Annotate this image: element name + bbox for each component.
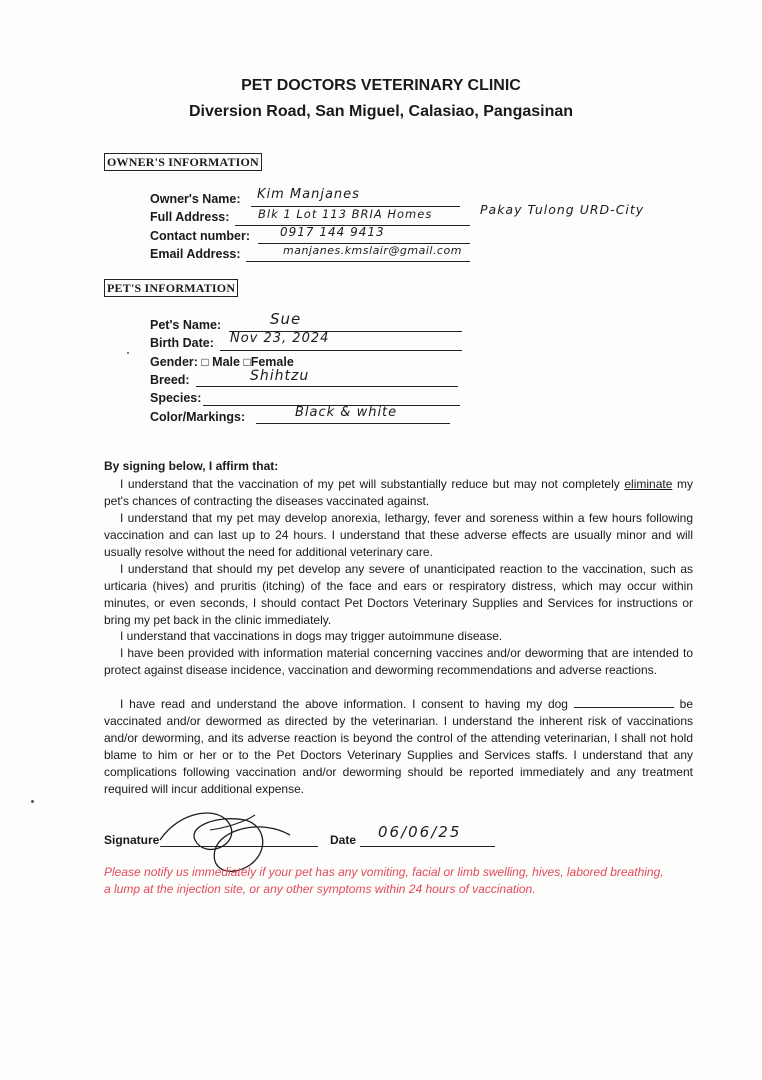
affirmation-paragraph-3 [104, 561, 693, 629]
paragraph-1-underlined: eliminate [624, 477, 673, 491]
scan-speck [31, 800, 34, 803]
birth-date-value: Nov 23, 2024 [230, 331, 330, 346]
full-address-value: Blk 1 Lot 113 BRIA Homes [258, 207, 433, 221]
contact-number-label: Contact number: [150, 229, 250, 243]
paragraph-5-text: I have been provided with information material concerning vaccines and/or deworming that are intended to protect against disease incidence, vaccination and deworming recommendations and adverse reactions. [104, 646, 693, 677]
email-address-label: Email Address: [150, 247, 241, 261]
paragraph-2-text: I understand that my pet may develop anorexia, lethargy, fever and soreness within a few hours following vaccination and can last up to 24 hours. I understand that these adverse effects are usually minor and will usually resolve without the need for additional veterinary care. [104, 511, 693, 559]
owner-name-label: Owner's Name: [150, 192, 241, 206]
paragraph-6-text: I have read and understand the above information. I consent to having my dog [120, 697, 568, 711]
paragraph-4-text: I understand that vaccinations in dogs may trigger autoimmune disease. [120, 629, 503, 643]
paragraph-3-text: I understand that should my pet develop any severe of unanticipated reaction to the vaccination, such as urticaria (hives) and pruritis (itching) of the face and ears or respiratory distress, which may occur within minutes, or even seconds, I should contact Pet Doctors Veterinary Supplies and Services for instructions or bring my pet back in the clinic immediately. [104, 562, 693, 627]
full-address-value-extra: Pakay Tulong URD-City [480, 202, 645, 217]
signature-label: Signature [104, 833, 160, 847]
breed-line [196, 386, 458, 387]
clinic-name: PET DOCTORS VETERINARY CLINIC [241, 77, 521, 94]
date-value: 06/06/25 [378, 823, 462, 841]
email-address-line [246, 261, 470, 262]
pet-section-title: PET'S INFORMATION [104, 279, 238, 297]
date-label: Date [330, 833, 357, 847]
color-markings-value: Black & white [295, 405, 398, 420]
breed-value: Shihtzu [250, 368, 310, 384]
birth-date-label: Birth Date: [150, 336, 214, 350]
vaccination-notice: Please notify us immediately if your pet has any vomiting, facial or limb swelling, hives, labored breathing, a lump at the injection site, or any other symptoms within 24 hours of vaccination. [104, 865, 664, 896]
gender-male-label: Male [212, 355, 240, 369]
paragraph-6-text-end: be vaccinated and/or dewormed as directed by the veterinarian. I understand the inherent risk of vaccinations and/or deworming, and its adverse reaction is beyond the control of the attending veterinarian, I shall not hold blame to him or her or to the Pet Doctors Veterinary Supplies and Services staffs. I understand that any complications following vaccination and/or deworming should be reported immediately and any treatment required will incur additional expense. [104, 697, 693, 796]
affirmation-paragraph-6 [104, 696, 693, 798]
color-markings-label: Color/Markings: [150, 410, 246, 424]
pet-name-label: Pet's Name: [150, 318, 222, 332]
pet-name-value: Sue [270, 310, 302, 328]
birth-date-line [220, 350, 462, 351]
gender-male-checkbox[interactable]: □ [201, 355, 209, 369]
full-address-label: Full Address: [150, 210, 230, 224]
affirmation-paragraph-5 [104, 645, 693, 679]
paragraph-1-text-end: my pet's chances of contracting the diseases vaccinated against. [104, 477, 693, 508]
gender-row [150, 355, 294, 369]
species-label: Species: [150, 391, 202, 405]
scan-speck-2 [127, 352, 129, 354]
gender-female-checkbox[interactable]: □ [243, 355, 251, 369]
owner-section-title: OWNER'S INFORMATION [104, 153, 262, 171]
gender-label: Gender: [150, 355, 198, 369]
dog-name-blank[interactable] [574, 697, 674, 708]
breed-label: Breed: [150, 373, 190, 387]
affirmation-heading: By signing below, I affirm that: [104, 459, 279, 473]
color-markings-line [256, 423, 450, 424]
contact-number-value: 0917 144 9413 [280, 225, 385, 239]
owner-name-value: Kim Manjanes [257, 187, 360, 202]
paragraph-1-text: I understand that the vaccination of my pet will substantially reduce but may not completely [120, 477, 620, 491]
affirmation-paragraph-4 [104, 628, 693, 645]
affirmation-paragraph-2 [104, 510, 693, 561]
affirmation-paragraph-1 [104, 476, 693, 510]
clinic-address: Diversion Road, San Miguel, Calasiao, Pangasinan [188, 103, 574, 120]
email-address-value: manjanes.kmslair@gmail.com [283, 244, 462, 257]
gender-female-label: Female [250, 355, 294, 369]
date-line[interactable] [360, 846, 495, 847]
